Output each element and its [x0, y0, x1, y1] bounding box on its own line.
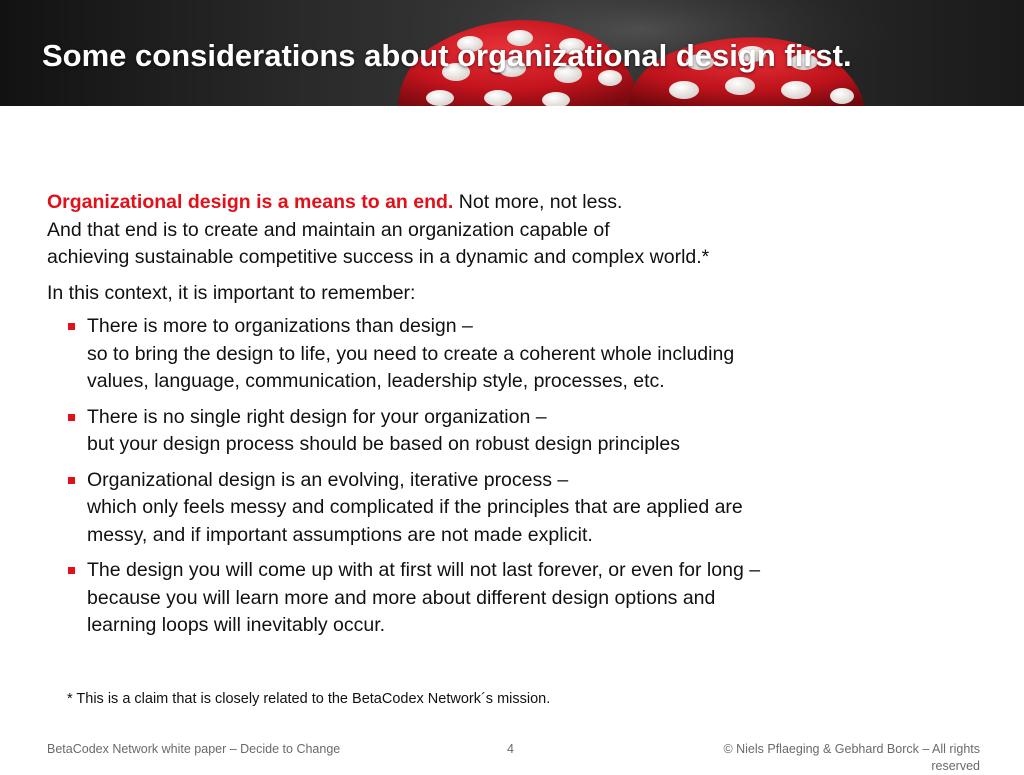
list-item-line: The design you will come up with at first will not last forever, or even for long –: [87, 559, 761, 581]
intro-paragraph: [47, 189, 947, 272]
square-bullet-icon: [68, 323, 75, 330]
square-bullet-icon: [68, 477, 75, 484]
main-content: [47, 189, 947, 648]
list-item-line: There is more to organizations than design –: [87, 315, 473, 337]
list-item-line: Organizational design is an evolving, iterative process –: [87, 468, 569, 491]
square-bullet-icon: [68, 567, 75, 574]
list-item-line: so to bring the design to life, you need to create a coherent whole including: [87, 342, 735, 365]
list-item-line: values, language, communication, leadership style, processes, etc.: [87, 370, 665, 392]
list-item-line: There is no single right design for your organization –: [87, 405, 547, 428]
list-item: [87, 467, 947, 550]
square-bullet-icon: [68, 414, 75, 421]
bullet-list: [47, 313, 947, 640]
list-item-line: because you will learn more and more about different design options and: [87, 586, 716, 609]
context-paragraph: In this context, it is important to remember:: [47, 281, 416, 304]
intro-line: achieving sustainable competitive success in a dynamic and complex world.*: [47, 246, 710, 268]
list-item: [87, 313, 947, 396]
list-item: [87, 404, 947, 459]
list-item-line: but your design process should be based on robust design principles: [87, 433, 680, 455]
intro-line: And that end is to create and maintain an organization capable of: [47, 218, 610, 241]
list-item: [87, 557, 947, 640]
intro-tagline: Not more, not less.: [453, 191, 623, 213]
list-item-line: learning loops will inevitably occur.: [87, 614, 386, 636]
page-title: Some considerations about organizational design first.: [42, 38, 852, 73]
footer-document-title: BetaCodex Network white paper – Decide to Change: [47, 742, 341, 756]
footer-copyright: © Niels Pflaeging & Gebhard Borck – All rights reserved: [723, 742, 980, 773]
list-item-line: messy, and if important assumptions are not made explicit.: [87, 523, 593, 546]
footer-page-number: 4: [507, 742, 514, 756]
list-item-line: which only feels messy and complicated if the principles that are applied are: [87, 496, 743, 518]
header-banner: [0, 0, 1024, 106]
footnote: * This is a claim that is closely related to the BetaCodex Network´s mission.: [67, 691, 551, 707]
intro-highlight: Organizational design is a means to an end.: [47, 191, 454, 213]
